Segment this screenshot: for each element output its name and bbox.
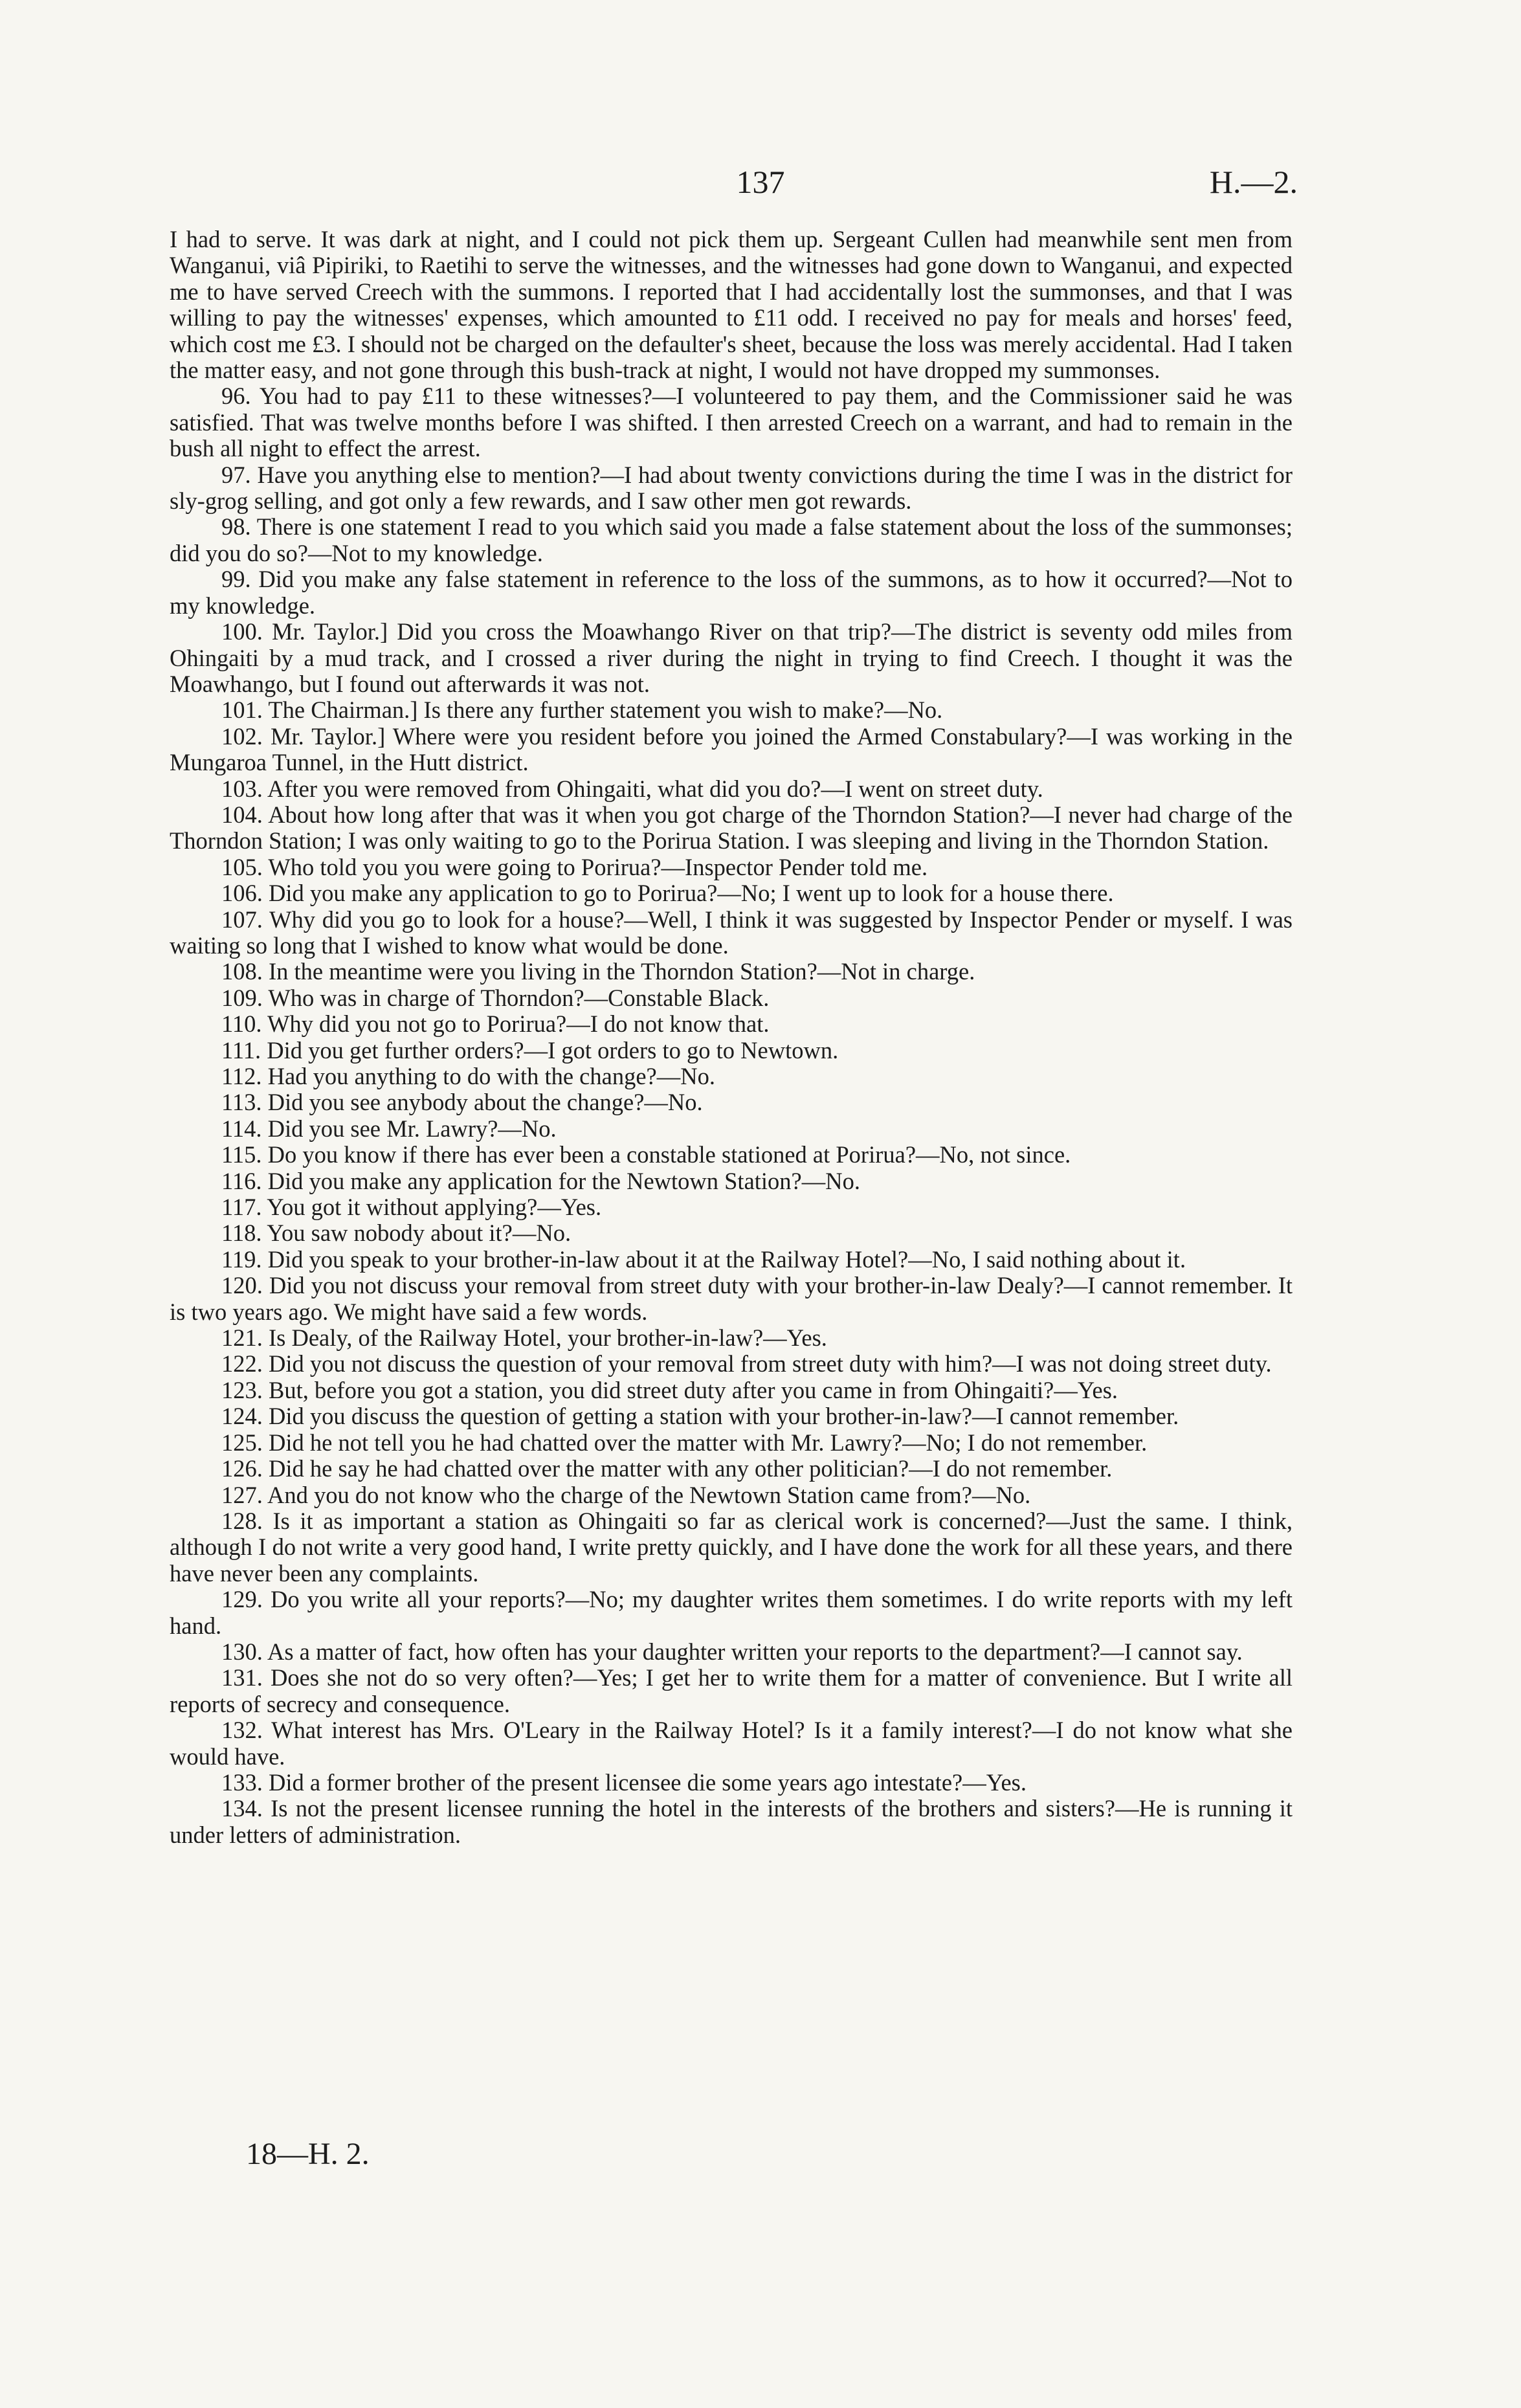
question-paragraph: 128. Is it as important a station as Ohingaiti so far as clerical work is concerned?—Just the same. I think, although I do not write a very good hand, I write pretty quickly, and I have done the work for all these years, and there have never been any complaints. xyxy=(170,1507,1293,1587)
question-paragraph: 111. Did you get further orders?—I got orders to go to Newtown. xyxy=(221,1036,839,1064)
question-paragraph: 133. Did a former brother of the present licensee die some years ago intestate?—Yes. xyxy=(221,1768,1027,1796)
question-paragraph: 102. Mr. Taylor.] Where were you resident before you joined the Armed Constabulary?—I was working in the Mungaroa Tunnel, in the Hutt district. xyxy=(170,722,1293,776)
question-paragraph: 114. Did you see Mr. Lawry?—No. xyxy=(221,1115,557,1142)
question-paragraph: 106. Did you make any application to go to Porirua?—No; I went up to look for a house there. xyxy=(221,880,1114,907)
question-paragraph: 127. And you do not know who the charge of the Newtown Station came from?—No. xyxy=(221,1481,1031,1508)
paragraph: I had to serve. It was dark at night, and I could not pick them up. Sergeant Cullen had meanwhile sent men from Wanganui, viâ Pipiriki, to Raetihi to serve the witnesses, and the witnesses had gone down to Wanganui, and expected me to have served Creech with the summons. I reported that I had accidentally lost the summonses, and that I was willing to pay the witnesses' expenses, which amounted to £11 odd. I received no pay for meals and horses' feed, which cost me £3. I should not be charged on the defaulter's sheet, because the loss was merely accidental. Had I taken the matter easy, and not gone through this bush-track at night, I would not have dropped my summonses. xyxy=(170,226,1293,384)
question-paragraph: 105. Who told you you were going to Porirua?—Inspector Pender told me. xyxy=(221,853,928,880)
body-text xyxy=(170,227,1293,1848)
question-paragraph: 134. Is not the present licensee running the hotel in the interests of the brothers and sisters?—He is running it under letters of administration. xyxy=(170,1795,1293,1848)
signature-mark: 18—H. 2. xyxy=(246,2137,370,2171)
question-paragraph: 131. Does she not do so very often?—Yes; I get her to write them for a matter of convenience. But I write all reports of secrecy and consequence. xyxy=(170,1664,1293,1717)
page-number: 137 xyxy=(736,164,785,200)
question-paragraph: 124. Did you discuss the question of getting a station with your brother-in-law?—I cannot remember. xyxy=(221,1403,1179,1430)
question-paragraph: 119. Did you speak to your brother-in-law about it at the Railway Hotel?—No, I said nothing about it. xyxy=(221,1245,1186,1273)
question-paragraph: 129. Do you write all your reports?—No; my daughter writes them sometimes. I do write reports with my left hand. xyxy=(170,1586,1293,1639)
question-paragraph: 116. Did you make any application for the Newtown Station?—No. xyxy=(221,1167,860,1194)
question-paragraph: 125. Did he not tell you he had chatted over the matter with Mr. Lawry?—No; I do not remember. xyxy=(221,1429,1148,1456)
question-paragraph: 118. You saw nobody about it?—No. xyxy=(221,1220,572,1247)
question-paragraph: 112. Had you anything to do with the change?—No. xyxy=(221,1063,715,1089)
document-reference: H.—2. xyxy=(1209,164,1298,200)
question-paragraph: 101. The Chairman.] Is there any further statement you wish to make?—No. xyxy=(221,697,943,724)
question-paragraph: 97. Have you anything else to mention?—I had about twenty convictions during the time I was in the district for sly-grog selling, and got only a few rewards, and I saw other men got rewards. xyxy=(170,461,1293,515)
question-paragraph: 109. Who was in charge of Thorndon?—Constable Black. xyxy=(221,984,770,1011)
question-paragraph: 121. Is Dealy, of the Railway Hotel, your brother-in-law?—Yes. xyxy=(221,1324,827,1352)
question-paragraph: 122. Did you not discuss the question of your removal from street duty with him?—I was not doing street duty. xyxy=(221,1350,1272,1377)
question-paragraph: 107. Why did you go to look for a house?—Well, I think it was suggested by Inspector Pender or myself. I was waiting so long that I wished to know what would be done. xyxy=(170,906,1293,959)
question-paragraph: 113. Did you see anybody about the change?—No. xyxy=(221,1089,703,1116)
question-paragraph: 104. About how long after that was it when you got charge of the Thorndon Station?—I never had charge of the Thorndon Station; I was only waiting to go to the Porirua Station. I was sleeping and living in the Thorndon Station. xyxy=(170,801,1293,854)
question-paragraph: 99. Did you make any false statement in reference to the loss of the summons, as to how it occurred?—Not to my knowledge. xyxy=(170,566,1293,619)
question-paragraph: 100. Mr. Taylor.] Did you cross the Moawhango River on that trip?—The district is seventy odd miles from Ohingaiti by a mud track, and I crossed a river during the night in trying to find Creech. I thought it was the Moawhango, but I found out afterwards it was not. xyxy=(170,618,1293,697)
question-paragraph: 120. Did you not discuss your removal from street duty with your brother-in-law Dealy?—I cannot remember. It is two years ago. We might have said a few words. xyxy=(170,1272,1293,1325)
question-paragraph: 96. You had to pay £11 to these witnesses?—I volunteered to pay them, and the Commissioner said he was satisfied. That was twelve months before I was shifted. I then arrested Creech on a warrant, and had to remain in the bush all night to effect the arrest. xyxy=(170,383,1293,462)
question-paragraph: 108. In the meantime were you living in the Thorndon Station?—Not in charge. xyxy=(221,958,975,985)
question-paragraph: 123. But, before you got a station, you did street duty after you came in from Ohingaiti?—Yes. xyxy=(221,1376,1118,1403)
question-paragraph: 132. What interest has Mrs. O'Leary in the Railway Hotel? Is it a family interest?—I do not know what she would have. xyxy=(170,1717,1293,1770)
question-paragraph: 115. Do you know if there has ever been a constable stationed at Porirua?—No, not since. xyxy=(221,1141,1071,1168)
question-paragraph: 126. Did he say he had chatted over the matter with any other politician?—I do not remember. xyxy=(221,1455,1113,1482)
question-paragraph: 110. Why did you not go to Porirua?—I do not know that. xyxy=(221,1010,770,1038)
question-paragraph: 130. As a matter of fact, how often has your daughter written your reports to the department?—I cannot say. xyxy=(221,1638,1243,1665)
question-paragraph: 117. You got it without applying?—Yes. xyxy=(221,1194,602,1221)
question-paragraph: 103. After you were removed from Ohingaiti, what did you do?—I went on street duty. xyxy=(221,775,1043,802)
question-paragraph: 98. There is one statement I read to you which said you made a false statement about the loss of the summonses; did you do so?—Not to my knowledge. xyxy=(170,513,1293,566)
